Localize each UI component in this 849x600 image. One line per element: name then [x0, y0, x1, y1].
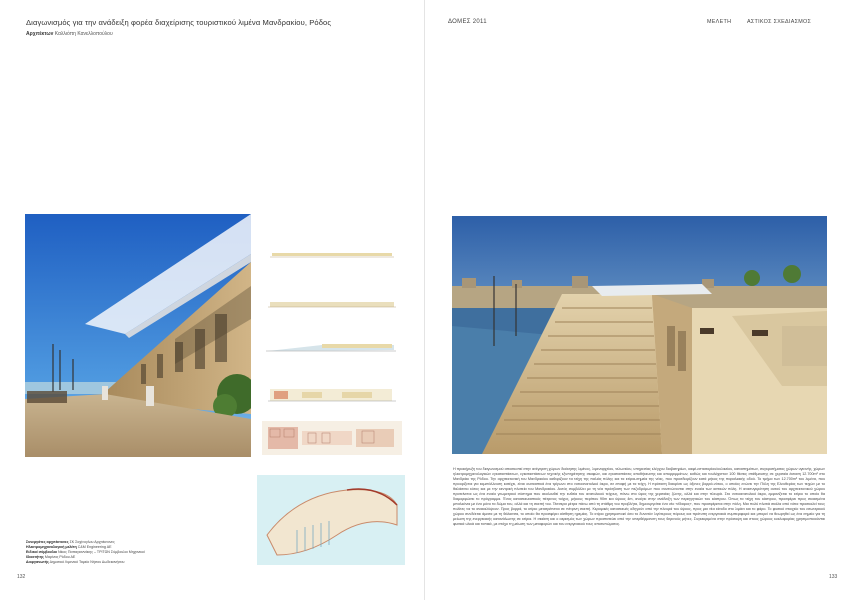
article-body: Η προκήρυξη του διαγωνισμού αποσκοπεί στην ανέγερση χώρων διοίκησης λιμένος, λιμεναρχείου, τελωνείου, υπηρεσίας ελέγχου διαβατηρίων, καφέ-εστιατορίου/κυλικείου, καταστημάτων, συγκροτήματος χώρων υγιεινής, χώρων ηλεκτρομηχανολογικών εγκαταστάσεων, εγκαταστάσεων τεχνικής εξυπηρέτησης σκαφών, και εγκαταστάσεις αποθήκευσης και απορριμμάτων, καθώς και τουλάχιστον 100 θέσεις στάθμευσης σε χερσαία έκταση 12.700m² στο Μανδράκι της Ρόδου. Την αρχιτεκτονική του Μανδρακίου καθορίζουν τα τείχη της παλιάς πόλης και τα κτίρια-σημεία της νέας, που προσδιορίζουν κατά μήκος της παραλιακής οδού. Το τμήμα των 12.700m² του λιμένα, που προορίζεται για εκμετάλλευση κατέχει, είναι ουσιαστικά ένα τρίγωνο στο νοτιοανατολικό άκρο, σε επαφή με τα τείχη. Η πρόταση διακρίνει ως άξονες βορρά-νότου, ο οποίος ενώνει την Πύλη της Ελευθερίας των τειχών με το θαλάσσιο κύτος και με την κεντρική πλατεία του Μανδρακίου. Αυτός συμβάλλει με τη νέα πρόσβαση των πεζοδρόμων που συνενώνονται στην ενιαία των αστικών πόλη. Η ανασυγκρότηση αυτού του αρχιτεκτονικού χώρου προτείνεται ως ένα ενιαίο γεωμετρικό σύστημα που ακολουθεί την ευθεία του ανατολικού τείχους, πάνω στο ύφος της χερσαίας ζώνης, αλλά και στην πλευρά. Στο νοτιοανατολικό άκρο, εμφανίζεται το κτίριο το οποίο θα διαμορφώσει το πρόγραμμα. Ένας κατασκευαστικός πέτρινος τοίχος, μήκους περίπου 90m και ύψους 4m, ανοίγει στην ανάδειξη των περιηγητικών του κάστρου. Όπως τα τείχη του κάστρου, προσφέρει προς σκιασμένα μπαλκόνια με ένα μόνο τα δώμα του, αλλά και τη σκεπή του. Τέσσερα μέτρα πάνω από τη στάθμη του προβλήτα, δημιουργείται ένα νέο «έδαφος», που προσφέρεται στην πόλη. Μια πολύ πλατιά σκάλα από νότια προσκαλεί τους πολίτες να το ανακαλύψουν. Προς βορρά, το κτίριο μετατρέπεται σε πέτρινη σκεπή. Κεραμικές κατασκευές οδηγούν από την πλευρά του ύψους, προς μια νέα είσοδο στο λιμάνι και το φάρο. Το φυσικό στοιχείο του εσωτερικού χώρου συνδέεται άμεσα με τη θάλασσα, το οποίο θα προσφέρει αίσθηση ηρεμίας. Το κτίριο χρησιμοποιεί όσο το δυνατόν λιγότερους πόρους και πρότυπη ενεργειακά συμπεριφορά και μπορεί να θεωρηθεί ως ένα σημείο για τη μείωση της ενεργειακής κατανάλωσης σε κτίρια. Η σκιάση και ο αερισμός των χώρων προστατεύει από την υπερθέρμανση τους θερινούς μήνες. Συγκεκριμένα στην πρόσοψη και στους χώρους κυκλοφορίας χρησιμοποιούνται φυσικά υλικά και τοπικά, με στόχο τη μείωση των μεταφορών και του ενεργειακού τους αποτυπώματος.	[453, 467, 825, 526]
elevation-drawing-1	[262, 245, 402, 265]
elevation-drawing-2	[262, 295, 402, 315]
page-number-left: 132	[17, 574, 26, 580]
section-label: ΜΕΛΕΤΗ	[707, 19, 732, 25]
section-drawing-1	[262, 337, 402, 357]
credit-line: Ειδικοί σύμβουλοι Νίκος Παπαγιαννάκης – ΤΡΙΤΩΝ Σύμβουλοι Μηχανικοί	[26, 549, 145, 554]
plan-drawing	[262, 421, 402, 455]
credit-line: Ηλεκτρομηχανολογική μελέτη C&M Engineering AE	[26, 544, 112, 549]
credit-line: Συνεργάτες αρχιτέκτονες ΣΚ Σαχίνογλου Αρχιτέκτονες	[26, 540, 115, 544]
article-title: Διαγωνισμός για την ανάδειξη φορέα διαχείρισης τουριστικού λιμένα Μανδρακίου, Ρόδος	[26, 18, 332, 27]
credits-block	[26, 540, 226, 565]
page-number-right: 133	[829, 574, 838, 580]
issue-label: ΔΟΜΕΣ 2011	[448, 19, 487, 25]
architects-line	[26, 31, 113, 37]
rendering-photo-left	[25, 214, 251, 457]
category-label: ΑΣΤΙΚΟΣ ΣΧΕΔΙΑΣΜΟΣ	[747, 19, 812, 25]
architects-label: Αρχιτέκτων	[26, 31, 54, 37]
site-plan-drawing	[257, 475, 405, 565]
architects-name: Καλλιόπη Κανελλοπούλου	[54, 31, 113, 37]
credit-line: Ιδιοκτήτης Μαρίνας Ρόδου ΑΕ	[26, 554, 76, 559]
right-page	[425, 0, 849, 600]
credit-line: Διοργανωτής Δημοτικό Λιμενικό Ταμείο Νήσου Δωδεκανήσου	[26, 559, 125, 564]
section-drawing-2	[262, 383, 402, 407]
rendering-photo-right	[452, 216, 827, 454]
